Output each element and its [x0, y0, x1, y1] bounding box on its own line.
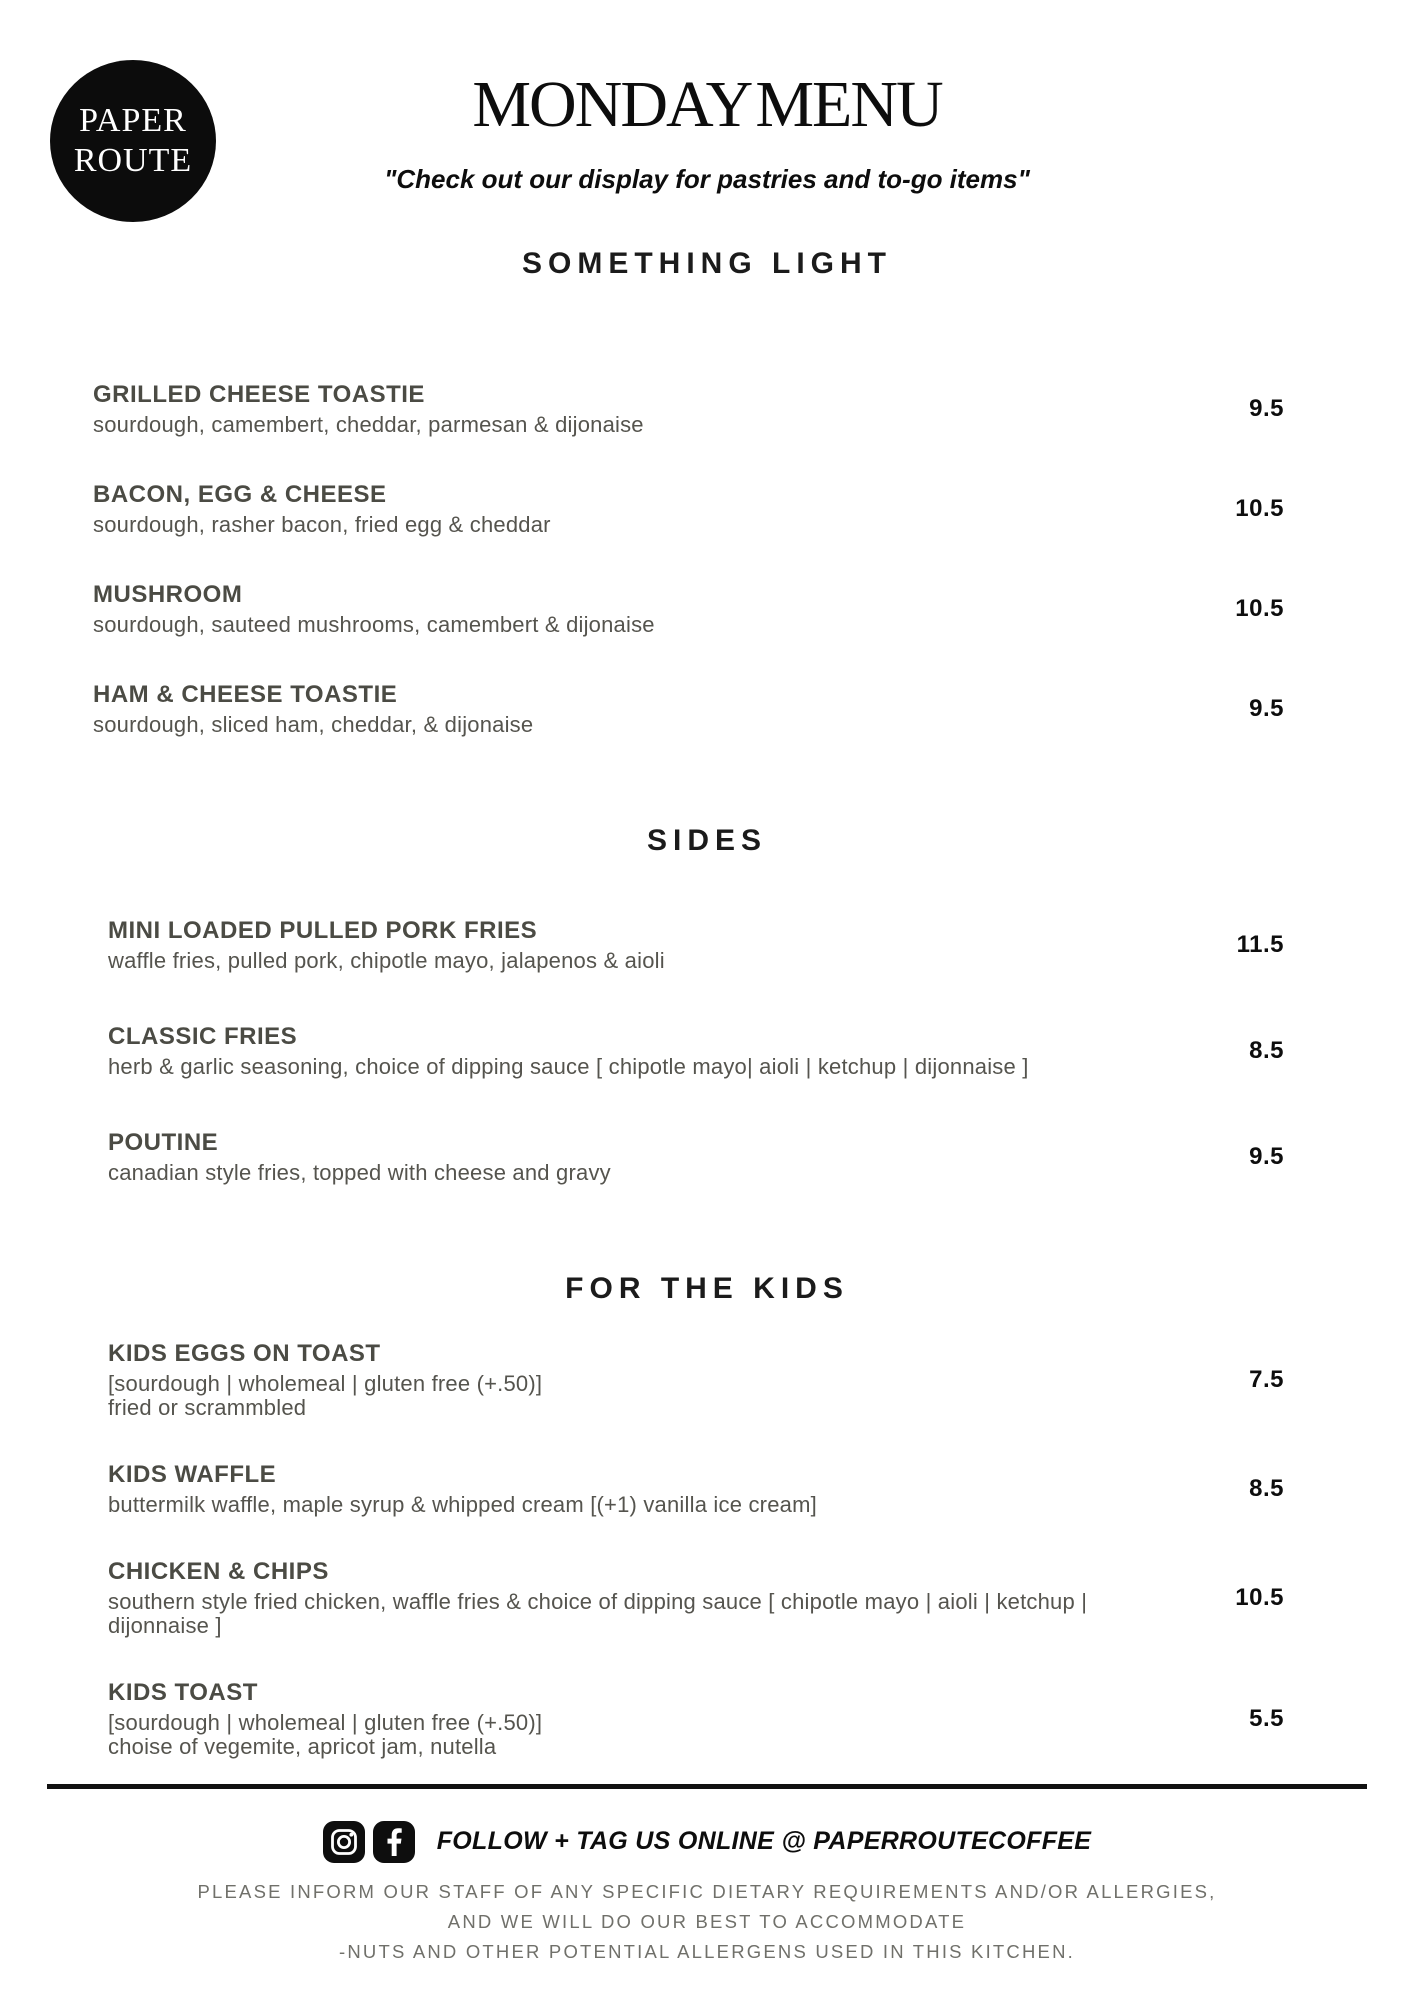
- menu-item: [93, 381, 1414, 437]
- menu-item: [108, 1679, 1414, 1759]
- menu-section: [0, 247, 1414, 737]
- menu-section: [0, 824, 1414, 1185]
- item-price: 9.5: [1249, 1143, 1284, 1170]
- item-description-line: herb & garlic seasoning, choice of dipping sauce [ chipotle mayo| aioli | ketchup | dijonnaise ]: [108, 1054, 1029, 1079]
- item-price: 9.5: [1249, 395, 1284, 422]
- page-title: MONDAY MENU: [472, 68, 942, 141]
- item-name: KIDS EGGS ON TOAST: [108, 1340, 381, 1367]
- disclaimer-line: AND WE WILL DO OUR BEST TO ACCOMMODATE: [447, 1910, 967, 1932]
- item-price: 10.5: [1235, 1584, 1284, 1611]
- menu-item: [108, 917, 1414, 973]
- item-description: [108, 1161, 1204, 1185]
- item-description-line: [sourdough | wholemeal | gluten free (+.50)]: [108, 1710, 543, 1735]
- item-name: CLASSIC FRIES: [108, 1023, 298, 1050]
- item-description: [108, 1590, 1204, 1638]
- item-description-line: sourdough, sliced ham, cheddar, & dijonaise: [93, 712, 534, 737]
- item-name: MINI LOADED PULLED PORK FRIES: [108, 917, 538, 944]
- item-description: [108, 1372, 1204, 1420]
- menu-item: [108, 1461, 1414, 1517]
- item-description-line: southern style fried chicken, waffle fries & choice of dipping sauce [ chipotle mayo | aioli | ketchup |: [108, 1589, 1088, 1614]
- item-text: [108, 1023, 1204, 1079]
- item-text: [108, 1340, 1204, 1420]
- section-items: [0, 1340, 1414, 1759]
- item-name: BACON, EGG & CHEESE: [93, 481, 387, 508]
- menu-header: [0, 70, 1414, 193]
- item-description: [108, 1711, 1204, 1759]
- menu-item: [93, 581, 1414, 637]
- item-description-line: choise of vegemite, apricot jam, nutella: [108, 1734, 497, 1759]
- item-description-line: sourdough, sauteed mushrooms, camembert & dijonaise: [93, 612, 655, 637]
- item-text: [93, 481, 1204, 537]
- section-items: [0, 381, 1414, 737]
- item-text: [108, 1461, 1204, 1517]
- section-heading: FOR THE KIDS: [565, 1272, 849, 1305]
- item-text: [108, 1129, 1204, 1185]
- menu-item: [93, 681, 1414, 737]
- section-items: [0, 917, 1414, 1185]
- item-name: KIDS WAFFLE: [108, 1461, 277, 1488]
- menu-subtitle: "Check out our display for pastries and to-go items": [384, 164, 1030, 194]
- item-price: 11.5: [1236, 931, 1284, 958]
- item-price: 5.5: [1249, 1705, 1284, 1732]
- item-name: CHICKEN & CHIPS: [108, 1558, 329, 1585]
- item-description: [93, 613, 1204, 637]
- item-text: [108, 1558, 1204, 1638]
- disclaimer-line: -NUTS AND OTHER POTENTIAL ALLERGENS USED IN THIS KITCHEN.: [338, 1940, 1075, 1962]
- item-description: [108, 1493, 1204, 1517]
- item-description-line: canadian style fries, topped with cheese and gravy: [108, 1160, 611, 1185]
- menu-item: [108, 1340, 1414, 1420]
- item-name: KIDS TOAST: [108, 1679, 258, 1706]
- menu-item: [108, 1558, 1414, 1638]
- item-description: [108, 949, 1204, 973]
- item-price: 10.5: [1235, 595, 1284, 622]
- divider-line: [47, 1784, 1367, 1789]
- item-description-line: fried or scrammbled: [108, 1395, 307, 1420]
- item-price: 9.5: [1249, 695, 1284, 722]
- follow-text: FOLLOW + TAG US ONLINE @ PAPERROUTECOFFEE: [436, 1827, 1092, 1855]
- item-text: [108, 917, 1204, 973]
- item-text: [93, 581, 1204, 637]
- item-text: [93, 381, 1204, 437]
- item-price: 8.5: [1249, 1475, 1284, 1502]
- item-price: 7.5: [1249, 1366, 1284, 1393]
- logo-line-2: ROUTE: [73, 142, 193, 179]
- paper-route-logo: [50, 60, 216, 222]
- logo-line-1: PAPER: [79, 102, 187, 139]
- disclaimer-line: PLEASE INFORM OUR STAFF OF ANY SPECIFIC DIETARY REQUIREMENTS AND/OR ALLERGIES,: [197, 1880, 1217, 1902]
- item-text: [108, 1679, 1204, 1759]
- item-description: [93, 513, 1204, 537]
- item-description-line: sourdough, rasher bacon, fried egg & cheddar: [93, 512, 551, 537]
- item-price: 8.5: [1249, 1037, 1284, 1064]
- disclaimer: [0, 1877, 1414, 1967]
- item-description: [108, 1055, 1204, 1079]
- item-text: [93, 681, 1204, 737]
- menu-sections: [0, 247, 1414, 1759]
- item-description-line: waffle fries, pulled pork, chipotle mayo, jalapenos & aioli: [108, 948, 665, 973]
- section-heading: SOMETHING LIGHT: [522, 247, 892, 280]
- item-description-line: dijonnaise ]: [108, 1613, 222, 1638]
- menu-item: [108, 1129, 1414, 1185]
- item-price: 10.5: [1235, 495, 1284, 522]
- item-name: POUTINE: [108, 1129, 219, 1156]
- menu-item: [93, 481, 1414, 537]
- social-row: [0, 1821, 1414, 1863]
- instagram-icon[interactable]: [323, 1821, 365, 1863]
- item-name: MUSHROOM: [93, 581, 243, 608]
- item-description-line: buttermilk waffle, maple syrup & whipped cream [(+1) vanilla ice cream]: [108, 1492, 817, 1517]
- item-description: [93, 413, 1204, 437]
- item-description-line: sourdough, camembert, cheddar, parmesan & dijonaise: [93, 412, 644, 437]
- item-name: GRILLED CHEESE TOASTIE: [93, 381, 425, 408]
- section-heading: SIDES: [646, 824, 768, 857]
- facebook-icon[interactable]: [373, 1821, 415, 1863]
- item-description-line: [sourdough | wholemeal | gluten free (+.50)]: [108, 1371, 543, 1396]
- menu-section: [0, 1272, 1414, 1759]
- menu-item: [108, 1023, 1414, 1079]
- item-name: HAM & CHEESE TOASTIE: [93, 681, 398, 708]
- item-description: [93, 713, 1204, 737]
